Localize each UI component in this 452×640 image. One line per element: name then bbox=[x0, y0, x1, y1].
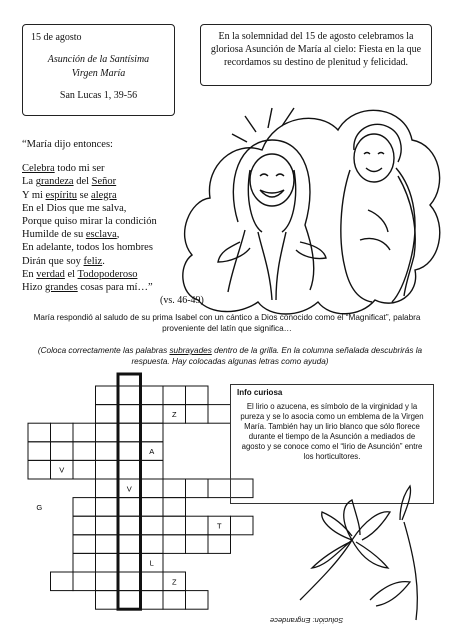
grid-given-letter: Z bbox=[171, 409, 177, 419]
underlined-word: Señor bbox=[91, 176, 117, 188]
poem-opening: “María dijo entonces: bbox=[22, 139, 113, 150]
poem-text: , bbox=[116, 229, 120, 241]
poem-verse-reference: (vs. 46-49) bbox=[160, 295, 204, 306]
grid-given-letter: Z bbox=[171, 577, 177, 587]
grid-given-letter: L bbox=[149, 558, 154, 568]
poem-text: cosas para mí…” bbox=[77, 282, 153, 294]
underlined-word: alegra bbox=[91, 189, 117, 201]
underlined-word: verdad bbox=[36, 268, 65, 280]
poem-text: Y mi bbox=[22, 189, 46, 201]
header-date: 15 de agosto bbox=[31, 32, 82, 43]
underlined-word: grandes bbox=[45, 282, 78, 294]
underlined-word: Todopoderoso bbox=[77, 268, 138, 280]
poem-text: el bbox=[64, 268, 78, 280]
grid-given-letter: V bbox=[59, 465, 65, 475]
instructions-underlined: subrayades bbox=[169, 346, 212, 355]
grid-given-letter: T bbox=[216, 521, 222, 531]
poem-text: En el Dios que me salva, bbox=[22, 202, 127, 214]
poem-text: Dirán que soy bbox=[22, 255, 84, 267]
header-title-line1: Asunción de la Santísima bbox=[47, 54, 150, 65]
response-text: María respondió al saludo de su prima Isabel con un cántico a Dios conocido como el “Magnificat”, palabra proveniente del latín que significa… bbox=[33, 313, 421, 333]
poem-text: . bbox=[102, 255, 105, 267]
poem-text: En bbox=[22, 268, 37, 280]
header-title-line2: Virgen María bbox=[71, 68, 126, 79]
poem-text: En adelante, todos los hombres bbox=[22, 242, 153, 254]
grid-given-letter: V bbox=[126, 484, 132, 494]
underlined-word: espíritu bbox=[45, 189, 78, 201]
underlined-word: Celebra bbox=[22, 163, 55, 175]
underlined-word: feliz bbox=[83, 255, 103, 267]
info-title: Info curiosa bbox=[237, 388, 283, 397]
info-body: El lirio o azucena, es símbolo de la virginidad y la pureza y se lo asocia como un emblema de la Virgen María. También hay un lirio blanco que sólo florece durante el tiempo de la Asunción a mediados de agosto y se conoce como el “lirio de Asunción” entre los horticultores. bbox=[240, 402, 424, 461]
instructions-part2: dentro de la grilla. En la columna señalada descubrirás la respuesta. Hay colocadas algunas letras como ayuda) bbox=[131, 346, 423, 366]
poem-text: todo mi ser bbox=[54, 163, 105, 175]
solution-upside-down: Solución: Engrandece bbox=[270, 616, 344, 625]
intro-box: En la solemnidad del 15 de agosto celebramos la gloriosa Asunción de María al cielo: Fiesta en la que recordamos su destino de plenitud y felicidad. bbox=[200, 24, 432, 86]
grid-given-letter: G bbox=[36, 502, 43, 512]
poem-text: se bbox=[77, 189, 92, 201]
poem-text: Hizo bbox=[22, 282, 46, 294]
grid-given-letter: A bbox=[149, 447, 155, 457]
underlined-word: esclava bbox=[85, 229, 117, 241]
instructions-part1: (Coloca correctamente las palabras bbox=[37, 346, 170, 355]
header-reading: San Lucas 1, 39-56 bbox=[59, 90, 138, 101]
poem-text: Humilde de su bbox=[22, 229, 86, 241]
poem-text: del bbox=[73, 176, 92, 188]
underlined-word: grandeza bbox=[35, 176, 74, 188]
poem-text: La bbox=[22, 176, 36, 188]
poem-text: Porque quiso mirar la condición bbox=[22, 216, 157, 228]
